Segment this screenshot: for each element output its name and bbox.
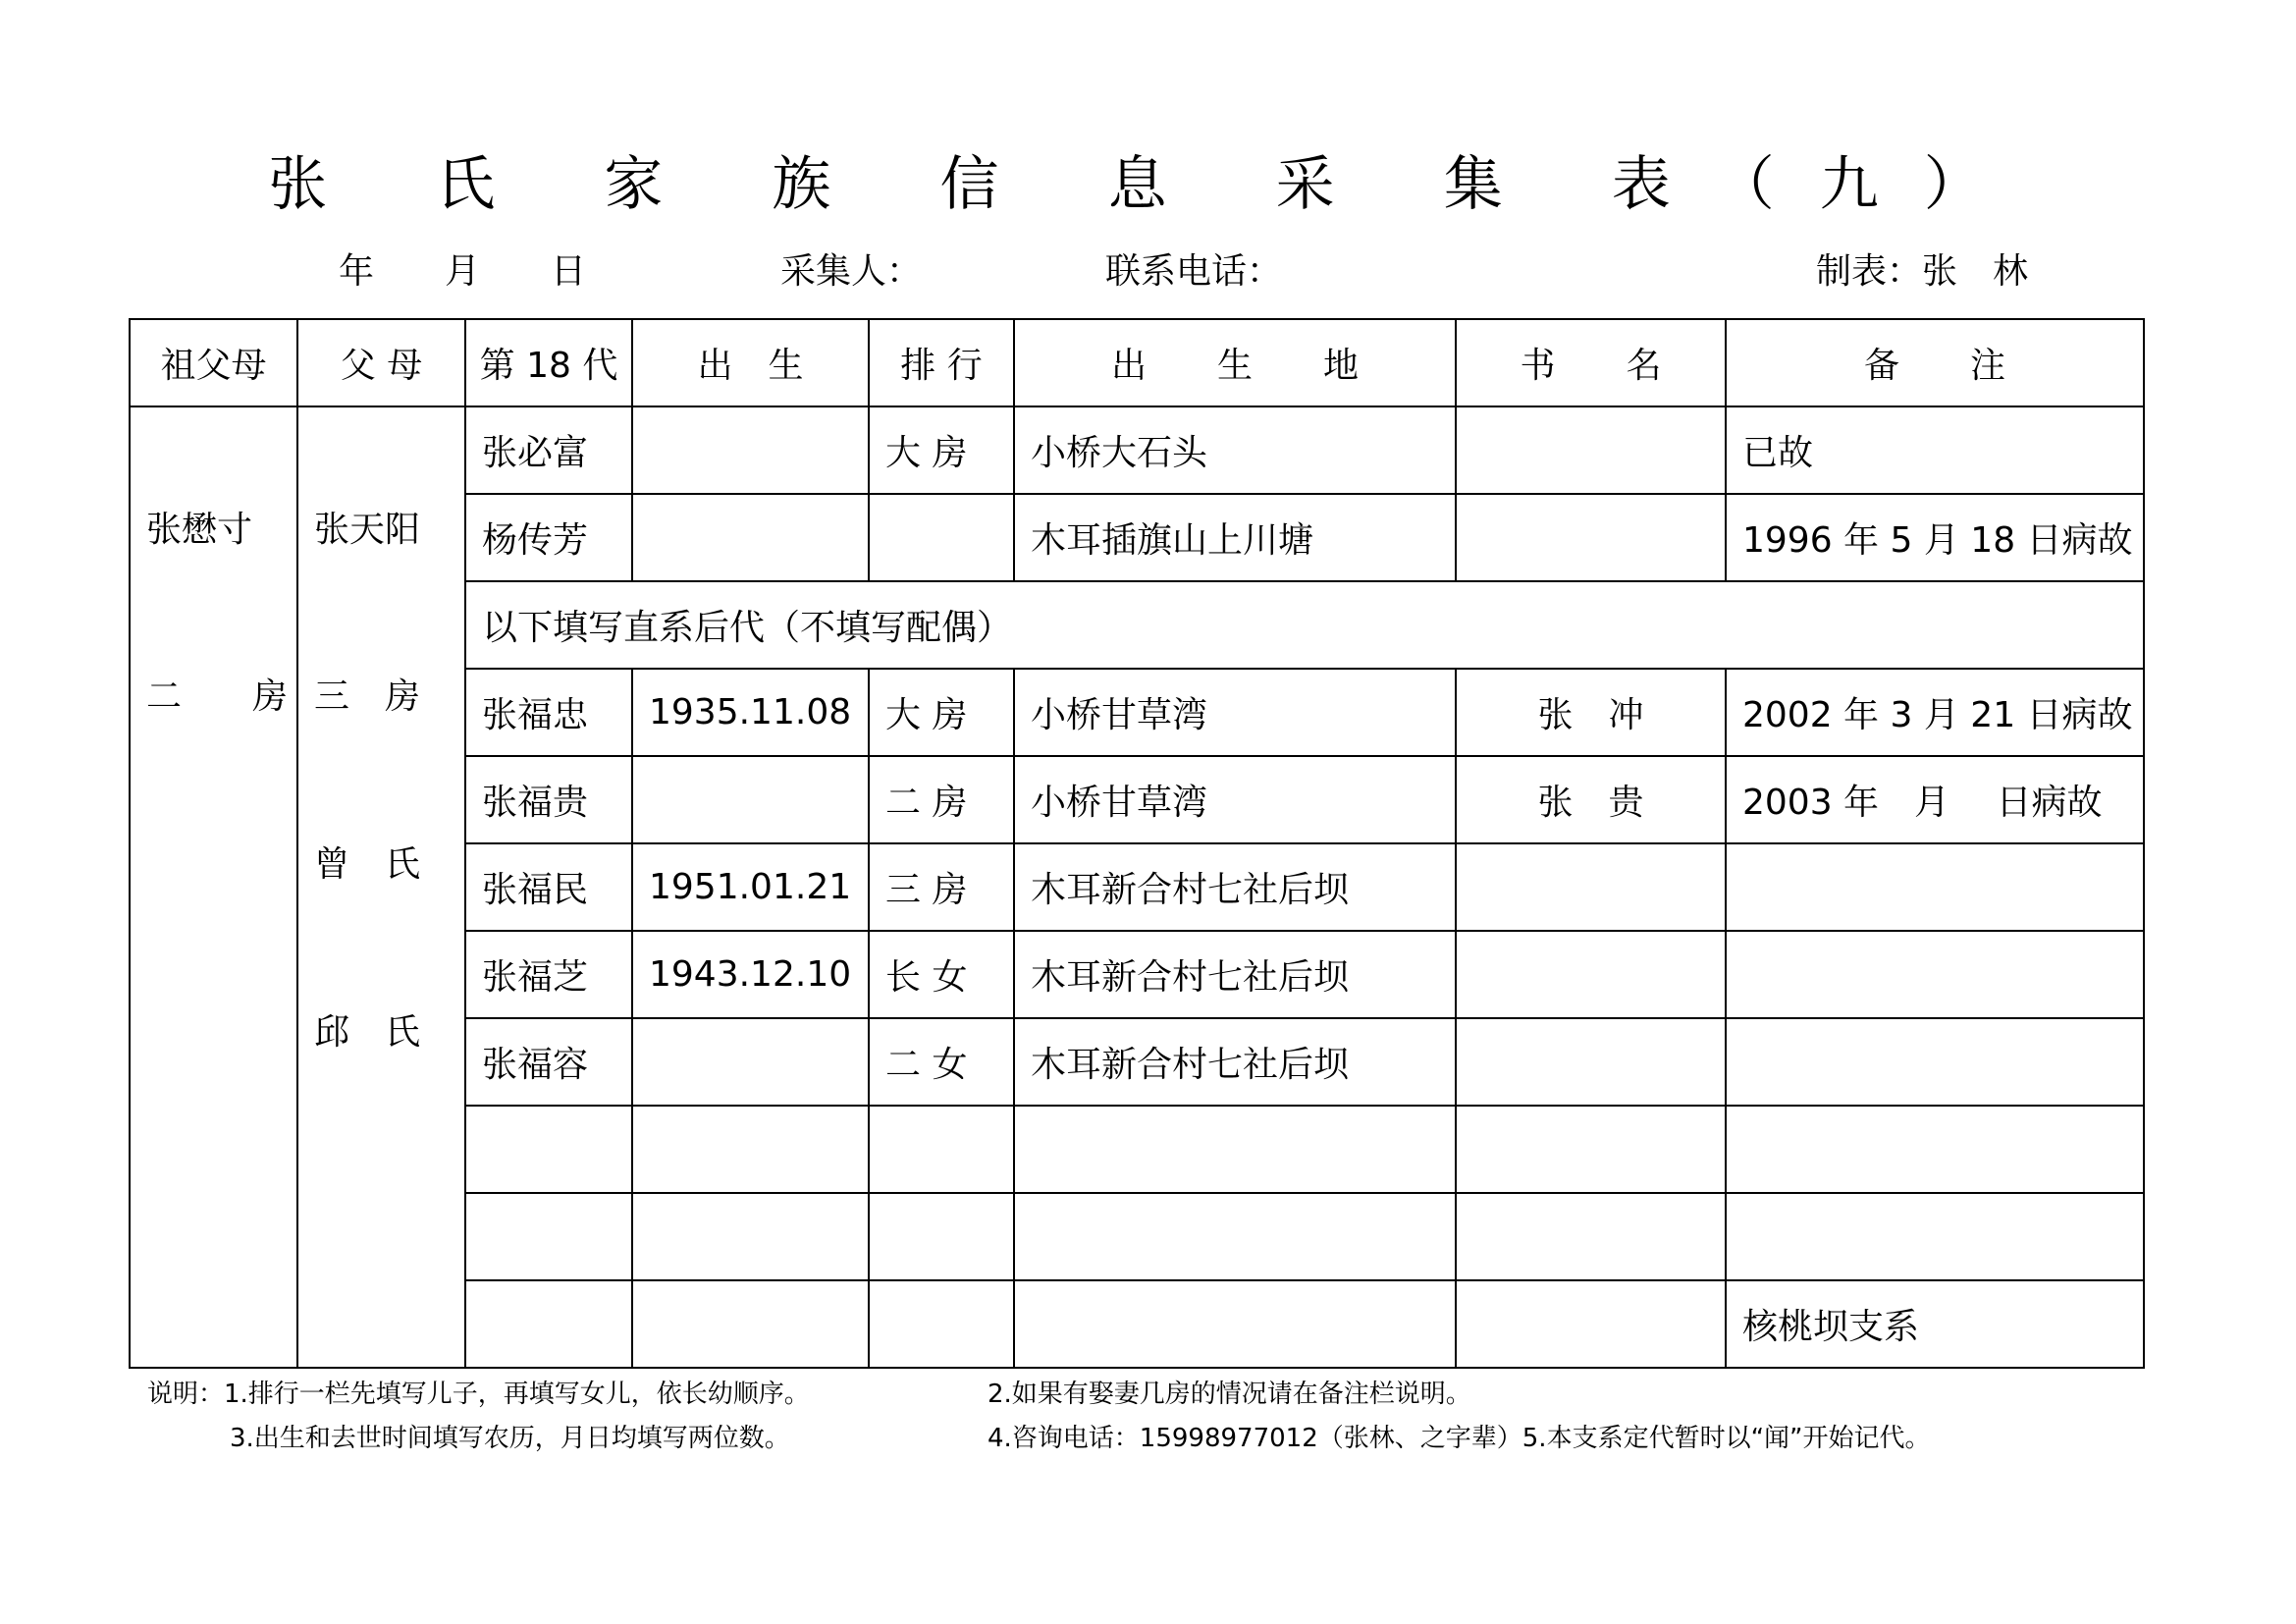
remark-cell: 核桃坝支系 (1726, 1280, 2144, 1368)
instruction-note-1: 说明：1.排行一栏先填写儿子，再填写女儿，依长幼顺序。 (147, 1380, 810, 1409)
book-name-cell (1456, 1280, 1726, 1368)
rank-cell: 大 房 (869, 406, 1014, 494)
parents-cell (297, 406, 465, 1368)
remark-cell: 2002 年 3 月 21 日病故 (1726, 669, 2144, 756)
name-cell: 张必富 (465, 406, 632, 494)
parent-name: 张天阳 (314, 510, 421, 550)
remark-cell (1726, 1193, 2144, 1280)
instruction-note-3: 3.出生和去世时间填写农历，月日均填写两位数。 (230, 1424, 790, 1453)
name-cell: 张福芝 (465, 931, 632, 1018)
name-cell: 张福容 (465, 1018, 632, 1106)
book-name-cell (1456, 931, 1726, 1018)
birth-cell (632, 1106, 869, 1193)
birthplace-cell: 木耳插旗山上川塘 (1014, 494, 1456, 581)
parent-spouse-2: 邱 氏 (314, 1012, 421, 1053)
book-name-cell (1456, 1018, 1726, 1106)
remark-cell (1726, 931, 2144, 1018)
table-maker-label: 制表：张 林 (1816, 251, 2029, 292)
birthplace-cell: 小桥大石头 (1014, 406, 1456, 494)
rank-cell (869, 1280, 1014, 1368)
book-name-cell (1456, 1193, 1726, 1280)
rank-cell (869, 1193, 1014, 1280)
birth-cell (632, 756, 869, 843)
remark-cell: 1996 年 5 月 18 日病故 (1726, 494, 2144, 581)
remark-cell (1726, 1106, 2144, 1193)
rank-cell (869, 494, 1014, 581)
book-name-cell (1456, 494, 1726, 581)
rank-cell (869, 1106, 1014, 1193)
remark-cell (1726, 843, 2144, 931)
birth-cell: 1943.12.10 (632, 931, 869, 1018)
header-grandparents: 祖父母 (130, 319, 297, 406)
birth-cell (632, 1018, 869, 1106)
book-name-cell (1456, 406, 1726, 494)
header-birth: 出 生 (632, 319, 869, 406)
table-row (130, 406, 2144, 494)
birth-cell: 1935.11.08 (632, 669, 869, 756)
remark-cell: 2003 年 月 日病故 (1726, 756, 2144, 843)
form-title: 张 氏 家 族 信 息 采 集 表（九） (268, 150, 2028, 219)
family-info-table (129, 318, 2145, 1369)
instruction-note-4: 4.咨询电话：15998977012（张林、之字辈）5.本支系定代暂时以“闻”开始记代。 (988, 1424, 1931, 1453)
rank-cell: 二 女 (869, 1018, 1014, 1106)
header-row (130, 319, 2144, 406)
remark-cell: 已故 (1726, 406, 2144, 494)
name-cell: 杨传芳 (465, 494, 632, 581)
rank-cell: 三 房 (869, 843, 1014, 931)
header-birthplace: 出 生 地 (1014, 319, 1456, 406)
grandparents-cell (130, 406, 297, 1368)
birth-cell (632, 1193, 869, 1280)
collector-field-label: 采集人： (780, 251, 923, 292)
date-field-label: 年 月 日 (339, 251, 587, 292)
name-cell (465, 1193, 632, 1280)
name-cell: 张福贵 (465, 756, 632, 843)
descendants-note: 以下填写直系后代（不填写配偶） (465, 581, 2144, 669)
phone-field-label: 联系电话： (1105, 251, 1283, 292)
birthplace-cell: 小桥甘草湾 (1014, 669, 1456, 756)
birthplace-cell (1014, 1106, 1456, 1193)
book-name-cell: 张 贵 (1456, 756, 1726, 843)
name-cell: 张福忠 (465, 669, 632, 756)
name-cell (465, 1106, 632, 1193)
name-cell: 张福民 (465, 843, 632, 931)
birthplace-cell: 木耳新合村七社后坝 (1014, 843, 1456, 931)
birthplace-cell: 木耳新合村七社后坝 (1014, 1018, 1456, 1106)
birthplace-cell (1014, 1280, 1456, 1368)
name-cell (465, 1280, 632, 1368)
header-parents: 父 母 (297, 319, 465, 406)
header-rank: 排 行 (869, 319, 1014, 406)
book-name-cell (1456, 843, 1726, 931)
birth-cell: 1951.01.21 (632, 843, 869, 931)
instruction-note-2: 2.如果有娶妻几房的情况请在备注栏说明。 (988, 1380, 1471, 1409)
grandparent-branch: 二 房 (146, 677, 289, 717)
rank-cell: 大 房 (869, 669, 1014, 756)
header-remarks: 备 注 (1726, 319, 2144, 406)
book-name-cell (1456, 1106, 1726, 1193)
remark-cell (1726, 1018, 2144, 1106)
birthplace-cell: 小桥甘草湾 (1014, 756, 1456, 843)
rank-cell: 二 房 (869, 756, 1014, 843)
grandparent-name: 张懋寸 (146, 510, 253, 550)
parent-branch: 三 房 (314, 677, 421, 717)
birth-cell (632, 494, 869, 581)
rank-cell: 长 女 (869, 931, 1014, 1018)
parent-spouse-1: 曾 氏 (314, 844, 421, 885)
header-generation: 第 18 代 (465, 319, 632, 406)
birthplace-cell (1014, 1193, 1456, 1280)
birthplace-cell: 木耳新合村七社后坝 (1014, 931, 1456, 1018)
birth-cell (632, 1280, 869, 1368)
book-name-cell: 张 冲 (1456, 669, 1726, 756)
header-book-name: 书 名 (1456, 319, 1726, 406)
birth-cell (632, 406, 869, 494)
